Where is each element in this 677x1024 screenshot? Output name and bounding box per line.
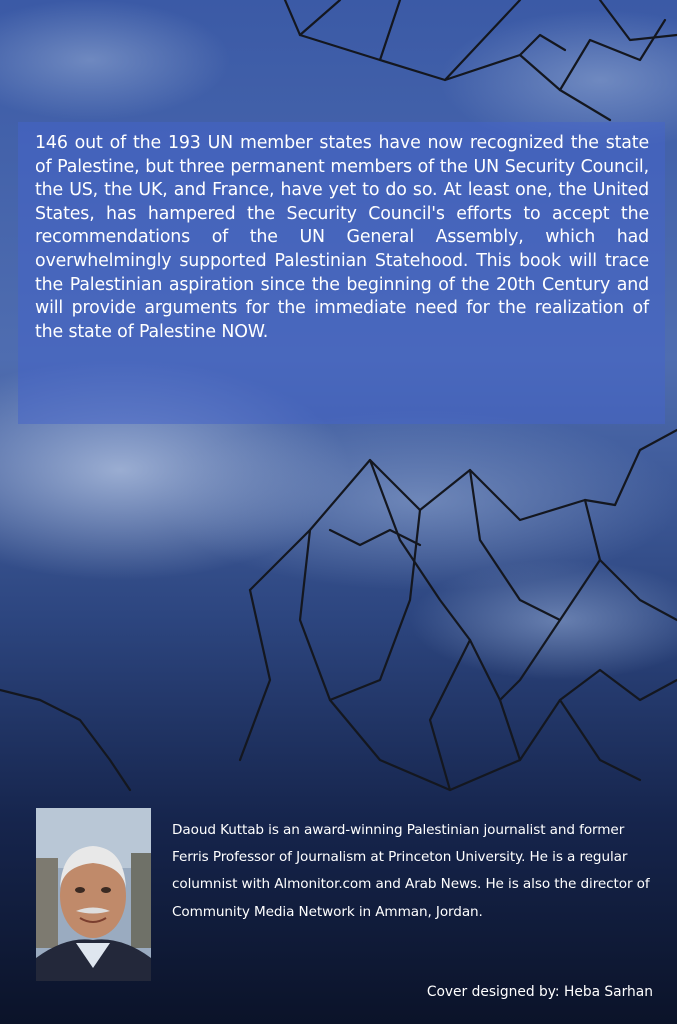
author-portrait-image [36,808,151,981]
book-blurb: 146 out of the 193 UN member states have now recognized the state of Palestine, but three permanent members of the UN Security Council, the US, the UK, and France, have yet to do so. At least one, the United States, has hampered the Security Council's efforts to accept the recommendations of the UN General Assembly, which had overwhelmingly supported Palestinian Statehood. This book will trace the Palestinian aspiration since the beginning of the 20th Century and will provide arguments for the immediate need for the realization of the state of Palestine NOW. [35,133,649,342]
cover-design-credit: Cover designed by: Heba Sarhan [426,984,653,1000]
author-photo [36,808,151,981]
author-bio: Daoud Kuttab is an award-winning Palestinian journalist and former Ferris Professor of Journalism at Princeton University. He is a regular columnist with Almonitor.com and Arab News. He is also the director of Community Media Network in Amman, Jordan. [172,822,650,920]
blurb-panel [18,122,665,424]
